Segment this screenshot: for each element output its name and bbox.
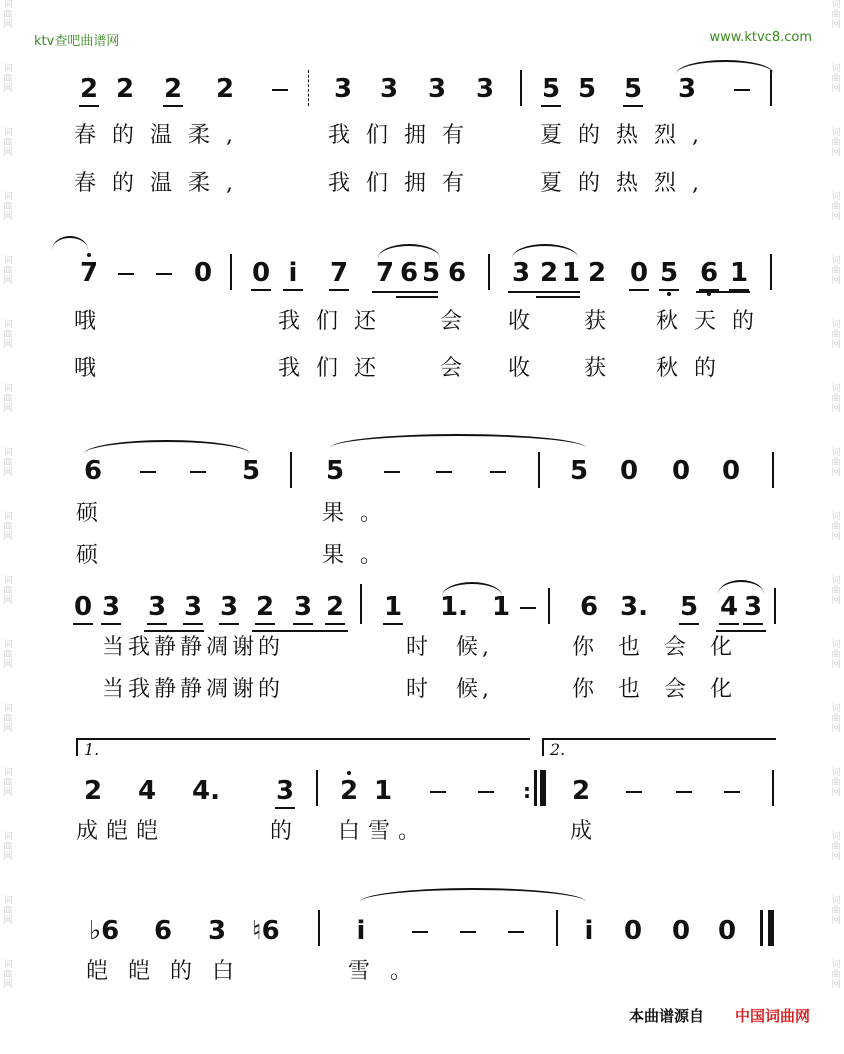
- barline: [316, 770, 318, 806]
- beam: [508, 291, 580, 293]
- dash: [272, 89, 288, 91]
- slur: [378, 244, 440, 258]
- watermark-text: 词 曲 网: [3, 128, 13, 158]
- note: 6: [83, 456, 103, 486]
- note: 5: [325, 456, 345, 486]
- dash: [384, 471, 400, 473]
- note: 0: [70, 594, 96, 620]
- watermark-text: 词 曲 网: [831, 704, 841, 734]
- barline: [770, 70, 772, 106]
- note: 3: [207, 916, 227, 946]
- watermark-text: 词 曲 网: [831, 640, 841, 670]
- watermark-text: 词 曲 网: [831, 512, 841, 542]
- note: 2: [115, 74, 135, 104]
- barline: [318, 910, 320, 946]
- barline: [772, 770, 774, 806]
- note: i: [280, 260, 306, 286]
- tie: [52, 236, 88, 250]
- watermark-right: [828, 0, 844, 1054]
- watermark-text: 词 曲 网: [3, 256, 13, 286]
- tie: [360, 888, 586, 902]
- barline: [538, 452, 540, 488]
- tie: [84, 440, 250, 454]
- header-left-site[interactable]: ktv查吧曲谱网: [34, 34, 120, 49]
- barline: [520, 70, 522, 106]
- barline: [774, 588, 776, 624]
- note: 2: [571, 776, 591, 806]
- footer-site-link[interactable]: 中国词曲网: [734, 1007, 810, 1025]
- note: 4.: [192, 776, 220, 806]
- watermark-text: 词 曲 网: [3, 192, 13, 222]
- beam: [716, 630, 766, 632]
- note: 0: [671, 916, 691, 946]
- note: 3: [290, 594, 316, 620]
- dash: [436, 471, 452, 473]
- note: 5: [569, 456, 589, 486]
- note: 0: [721, 456, 741, 486]
- header-right-url[interactable]: www.ktvc8.com: [709, 30, 812, 45]
- dash: [140, 471, 156, 473]
- watermark-text: 词 曲 网: [831, 768, 841, 798]
- dash: [460, 931, 476, 933]
- dash: [626, 791, 642, 793]
- note: 4: [716, 594, 742, 620]
- note: 7: [326, 260, 352, 286]
- note: 3: [216, 594, 242, 620]
- dash: [676, 791, 692, 793]
- barline: [548, 588, 550, 624]
- footer-source-label: 本曲谱源自: [628, 1007, 704, 1025]
- dash: [490, 471, 506, 473]
- watermark-text: 词 曲 网: [831, 320, 841, 350]
- watermark-text: 词 曲 网: [831, 448, 841, 478]
- dash: [734, 89, 750, 91]
- watermark-text: 词 曲 网: [3, 768, 13, 798]
- note: 0: [671, 456, 691, 486]
- watermark-text: 词 曲 网: [3, 64, 13, 94]
- watermark-text: 词 曲 网: [3, 640, 13, 670]
- note: 1.: [440, 592, 468, 622]
- watermark-text: 词 曲 网: [831, 960, 841, 990]
- note: 6: [447, 258, 467, 288]
- barline: [290, 452, 292, 488]
- watermark-text: 词 曲 网: [3, 832, 13, 862]
- dash: [508, 931, 524, 933]
- note: 3: [475, 74, 495, 104]
- beam: [536, 296, 580, 298]
- barline: [772, 452, 774, 488]
- beam: [144, 630, 204, 632]
- note: 3: [180, 594, 206, 620]
- watermark-text: 词 曲 网: [3, 512, 13, 542]
- tie: [676, 60, 774, 74]
- note: 1: [561, 258, 581, 288]
- note: 3: [740, 594, 766, 620]
- note: 1: [726, 260, 752, 286]
- note: 2: [587, 258, 607, 288]
- watermark-text: 词 曲 网: [831, 192, 841, 222]
- note: 0: [248, 260, 274, 286]
- repeat-dots: :: [523, 779, 531, 803]
- dash: [430, 791, 446, 793]
- watermark-text: 词 曲 网: [831, 64, 841, 94]
- note: 3: [98, 594, 124, 620]
- note: 7: [76, 260, 102, 286]
- note: 6: [153, 916, 173, 946]
- note: 2: [215, 74, 235, 104]
- note: 2: [322, 594, 348, 620]
- note: 3: [677, 74, 697, 104]
- barline: [556, 910, 558, 946]
- watermark-text: 词 曲 网: [3, 0, 13, 30]
- barline: [540, 770, 546, 806]
- note: 0: [717, 916, 737, 946]
- note: 5: [656, 260, 682, 286]
- watermark-text: 词 曲 网: [831, 256, 841, 286]
- barline: [360, 584, 362, 624]
- note: 0: [626, 260, 652, 286]
- volta-bracket-2: 2.: [542, 738, 776, 756]
- watermark-left: [0, 0, 16, 1054]
- dash: [190, 471, 206, 473]
- note: 2: [160, 76, 186, 102]
- note: 5: [620, 76, 646, 102]
- dash: [478, 791, 494, 793]
- beam: [696, 291, 750, 293]
- note: ♮6: [252, 916, 280, 946]
- note: 5: [538, 76, 564, 102]
- note: 5: [577, 74, 597, 104]
- note: 3: [511, 258, 531, 288]
- note: 3: [379, 74, 399, 104]
- watermark-text: 词 曲 网: [3, 896, 13, 926]
- watermark-text: 词 曲 网: [831, 576, 841, 606]
- beam: [396, 296, 438, 298]
- note: i: [584, 916, 594, 946]
- barline: [770, 254, 772, 290]
- note: 7: [375, 258, 395, 288]
- final-barline: [760, 910, 763, 946]
- watermark-text: 词 曲 网: [3, 448, 13, 478]
- note: 2: [83, 776, 103, 806]
- watermark-text: 词 曲 网: [831, 896, 841, 926]
- watermark-text: 词 曲 网: [831, 832, 841, 862]
- note: 3: [333, 74, 353, 104]
- barline: [308, 70, 310, 106]
- note: ♭6: [88, 916, 120, 946]
- dash: [520, 607, 536, 609]
- note: 1: [491, 592, 511, 622]
- watermark-text: 词 曲 网: [831, 0, 841, 30]
- watermark-text: 词 曲 网: [3, 320, 13, 350]
- tie: [330, 434, 586, 448]
- watermark-text: 词 曲 网: [831, 128, 841, 158]
- note: 0: [619, 456, 639, 486]
- barline: [534, 770, 537, 806]
- dash: [118, 273, 134, 275]
- watermark-text: 词 曲 网: [3, 704, 13, 734]
- note: 6: [579, 592, 599, 622]
- volta-bracket-1: 1.: [76, 738, 530, 756]
- note: 2: [76, 76, 102, 102]
- barline: [488, 254, 490, 290]
- note: 5: [676, 594, 702, 620]
- watermark-text: 词 曲 网: [3, 576, 13, 606]
- note: 3: [427, 74, 447, 104]
- note: 2: [336, 778, 362, 804]
- note: 2: [252, 594, 278, 620]
- watermark-text: 词 曲 网: [831, 384, 841, 414]
- note: 1: [373, 776, 393, 806]
- watermark-text: 词 曲 网: [3, 960, 13, 990]
- note: 0: [623, 916, 643, 946]
- dash: [412, 931, 428, 933]
- note: 6: [399, 258, 419, 288]
- note: 5: [421, 258, 441, 288]
- barline: [230, 254, 232, 290]
- note: 4: [137, 776, 157, 806]
- note: 5: [241, 456, 261, 486]
- note: 0: [193, 258, 213, 288]
- beam: [252, 630, 348, 632]
- note: 1: [380, 594, 406, 620]
- dash: [156, 273, 172, 275]
- watermark-text: 词 曲 网: [3, 384, 13, 414]
- note: 2: [539, 258, 559, 288]
- slur: [718, 580, 764, 594]
- note: 3: [272, 778, 298, 804]
- final-barline: [768, 910, 774, 946]
- note: 3: [144, 594, 170, 620]
- slur: [512, 244, 578, 258]
- dash: [724, 791, 740, 793]
- beam: [372, 291, 438, 293]
- note: 6: [696, 260, 722, 286]
- note: 3.: [620, 592, 648, 622]
- note: i: [356, 916, 366, 946]
